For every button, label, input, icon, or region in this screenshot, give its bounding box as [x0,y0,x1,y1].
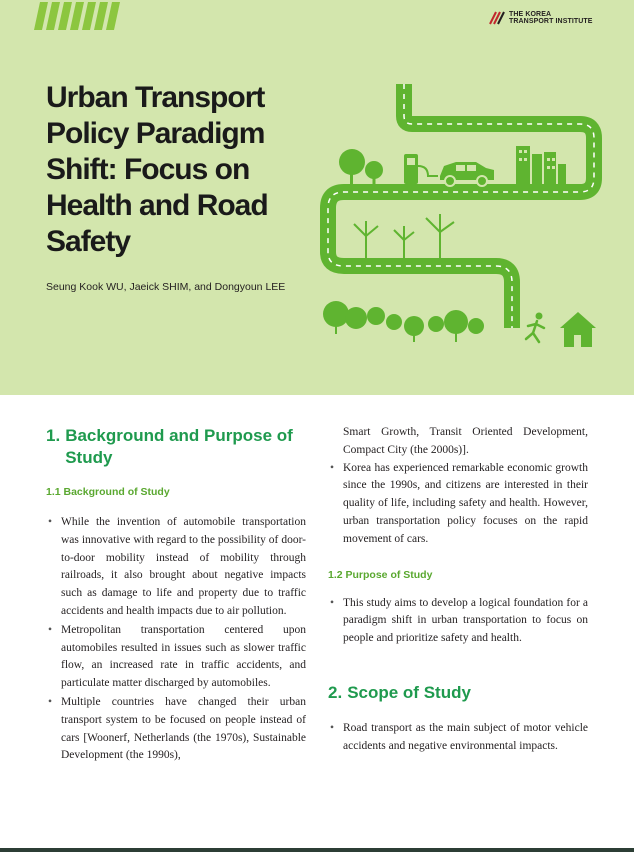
logo-line-2: TRANSPORT INSTITUTE [509,18,593,25]
logo-line-1: THE KOREA [509,11,552,18]
footer-bar [0,848,634,852]
left-column [46,425,306,766]
bullet-item: • Metropolitan transportation centered upon automobiles resulted in issues such as slower traffic flow, an increased rate in traffic accidents, and particulate matter discharged by automobiles. [46,622,306,693]
section-1-number: 1. [46,426,61,445]
cover-banner [0,0,634,395]
bullet-item: • Multiple countries have changed their urban transport system to be focused on people instead of cars [Woonerf, Netherlands (the 1970s), Sustainable Development (the 1990s), [46,694,306,765]
section-1-heading [46,425,306,469]
authors: Seung Kook WU, Jaeick SHIM, and Dongyoun LEE [46,281,286,293]
subsection-1-1-heading: 1.1 Background of Study [46,486,170,498]
green-city-road-illustration [316,76,606,356]
kotl-logo-mark [488,11,506,25]
decorative-stripes [34,2,124,30]
kotl-logo [488,8,593,28]
section-2-heading [328,682,588,704]
bullet-item: • While the invention of automobile transportation was innovative with regard to the possibility of door-to-door mobility instead of mobility through railroads, it also brought about negative impacts such as damage to life and property due to traffic accidents and health impacts due to air pollution. [46,514,306,621]
background-bullets [46,514,306,765]
bullet-item: • Korea has experienced remarkable economic growth since the 1990s, and citizens are interested in their quality of life, including safety and health. However, urban transportation policy focuses on the rapid movement of cars. [328,460,588,549]
section-2-title: Scope of Study [347,682,471,702]
subsection-1-2-heading: 1.2 Purpose of Study [328,568,433,581]
purpose-bullets [328,595,588,648]
section-1-title: Background and Purpose of Study [65,426,293,467]
bullet-item: • Road transport as the main subject of motor vehicle accidents and negative environmental impacts. [328,720,588,756]
scope-bullets [328,720,588,756]
page-title: Urban Transport Policy Paradigm Shift: Focus on Health and Road Safety [46,81,268,258]
section-2-number: 2. [328,682,343,702]
background-bullets-continued [328,460,588,549]
bullet-continuation: Smart Growth, Transit Oriented Development, Compact City (the 2000s)]. [343,426,588,456]
right-column [328,425,588,757]
bullet-item: • This study aims to develop a logical foundation for a paradigm shift in urban transportation to focus on people and prioritize safety and health. [328,595,588,648]
